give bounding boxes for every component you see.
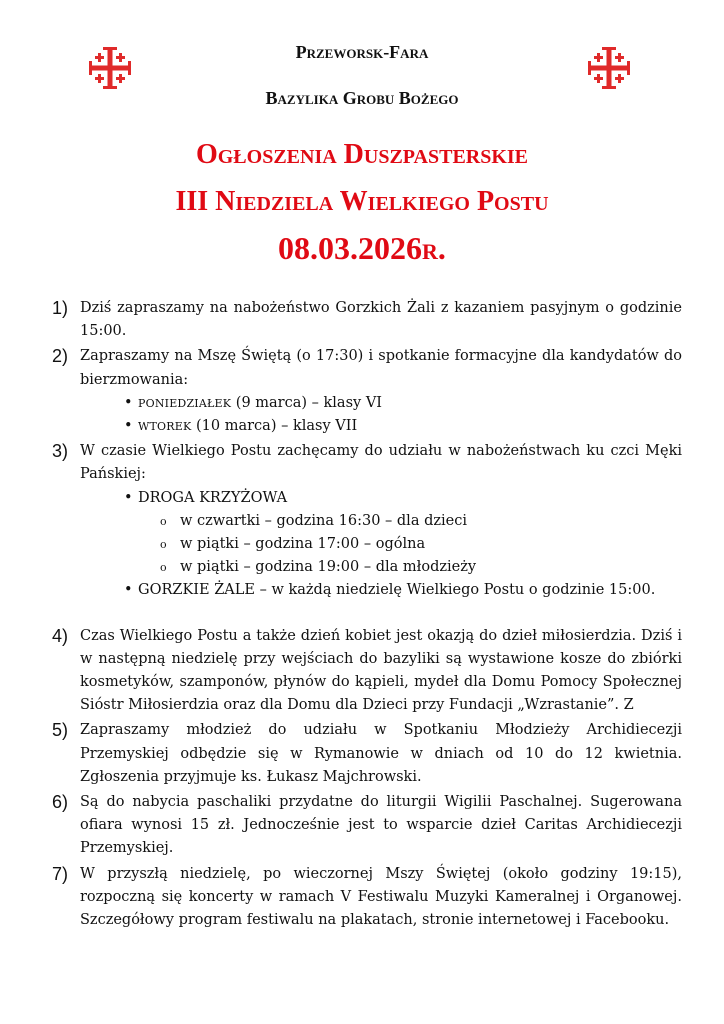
bullet-disc-icon: • xyxy=(124,418,133,435)
announcement-item xyxy=(52,719,682,789)
item-number: 4) xyxy=(52,625,69,646)
sub-bullet-item xyxy=(80,556,682,579)
basilica-name: Bazylika Grobu Bożego xyxy=(265,88,459,108)
item-number: 2) xyxy=(52,346,69,367)
sub-bullet-text: w piątki – godzina 17:00 – ogólna xyxy=(180,536,426,553)
sub-bullet-text: w piątki – godzina 19:00 – dla młodzieży xyxy=(180,559,477,576)
bullet-circle-icon: o xyxy=(160,514,167,528)
bullet-list xyxy=(80,487,682,510)
item-number: 5) xyxy=(52,720,69,741)
item-number: 3) xyxy=(52,441,69,462)
document-date: 08.03.2026r. xyxy=(278,230,446,266)
item-text: W czasie Wielkiego Postu zachęcamy do udziału w nabożeństwach ku czci Męki Pańskiej: xyxy=(80,443,682,483)
bullet-item xyxy=(80,415,682,438)
bullet-circle-icon: o xyxy=(160,561,167,575)
announcement-item xyxy=(52,625,682,718)
item-text: Dziś zapraszamy na nabożeństwo Gorzkich Żali z kazaniem pasyjnym o godzinie 15:00. xyxy=(80,300,682,340)
item-text: W przyszłą niedzielę, po wieczornej Mszy Świętej (około godziny 19:15), rozpoczną się koncerty w ramach V Festiwalu Muzyki Kameralnej i Organowej. Szczegółowy program festiwalu na plakatach, stronie internetowej i Facebooku. xyxy=(80,865,682,929)
announcements-list xyxy=(52,297,682,934)
sub-bullet-item xyxy=(80,533,682,556)
item-text: Zapraszamy młodzież do udziału w Spotkaniu Młodzieży Archidiecezji Przemyskiej odbędzie się w Rymanowie w dniach od 10 do 12 kwietnia. Zgłoszenia przyjmuje ks. Łukasz Majchrowski. xyxy=(80,722,682,785)
item-number: 6) xyxy=(52,792,69,813)
item-number: 7) xyxy=(52,863,69,884)
bullet-disc-icon: • xyxy=(124,394,133,411)
item-text: Czas Wielkiego Postu a także dzień kobiet jest okazją do dzieł miłosierdzia. Dziś i w następną niedzielę przy wejściach do bazyliki są wystawione kosze do zbiórki kosmetyków, szamponów, płynów do kąpieli, mydeł dla Domu Pomocy Społecznej Sióstr Miłosierdzia oraz dla Domu dla Dzieci przy Fundacji „Wzrastanie”. Z xyxy=(80,627,682,714)
bullet-text: GORZKIE ŻALE – w każdą niedzielę Wielkiego Postu o godzinie 15:00. xyxy=(138,582,656,599)
announcement-item xyxy=(52,345,682,438)
item-number: 1) xyxy=(52,298,69,318)
bullet-text: (9 marca) – klasy VI xyxy=(231,394,383,411)
announcement-item xyxy=(52,791,682,861)
document-subtitle: III Niedziela Wielkiego Postu xyxy=(175,186,549,217)
sub-bullet-item xyxy=(80,510,682,533)
parish-name: Przeworsk-Fara xyxy=(295,42,429,62)
bullet-item xyxy=(80,579,682,602)
bullet-list xyxy=(80,392,682,438)
announcement-item xyxy=(52,297,682,343)
bullet-text: DROGA KRZYŻOWA xyxy=(138,489,288,506)
bullet-item xyxy=(80,392,682,415)
sub-bullet-text: w czwartki – godzina 16:30 – dla dzieci xyxy=(180,512,467,529)
weekday-label: PONIEDZIAŁEK xyxy=(138,396,232,410)
bullet-circle-icon: o xyxy=(160,538,167,552)
announcement-item xyxy=(52,863,682,933)
item-text: Zapraszamy na Mszę Świętą (o 17:30) i spotkanie formacyjne dla kandydatów do bierzmowania: xyxy=(80,348,682,388)
item-text: Są do nabycia paschaliki przydatne do liturgii Wigilii Paschalnej. Sugerowana ofiara wynosi 15 zł. Jednocześnie jest to wsparcie dzieł Caritas Archidiecezji Przemyskiej. xyxy=(80,794,682,857)
bullet-list xyxy=(80,579,682,602)
weekday-label: WTOREK xyxy=(138,420,192,434)
announcement-item xyxy=(52,440,682,602)
spacer xyxy=(62,605,682,625)
bullet-disc-icon: • xyxy=(124,582,133,599)
sub-bullet-list xyxy=(80,510,682,580)
document-title: Ogłoszenia Duszpasterskie xyxy=(195,139,529,170)
bullet-item xyxy=(80,487,682,510)
bullet-disc-icon: • xyxy=(124,489,133,506)
bullet-text: (10 marca) – klasy VII xyxy=(191,418,358,435)
